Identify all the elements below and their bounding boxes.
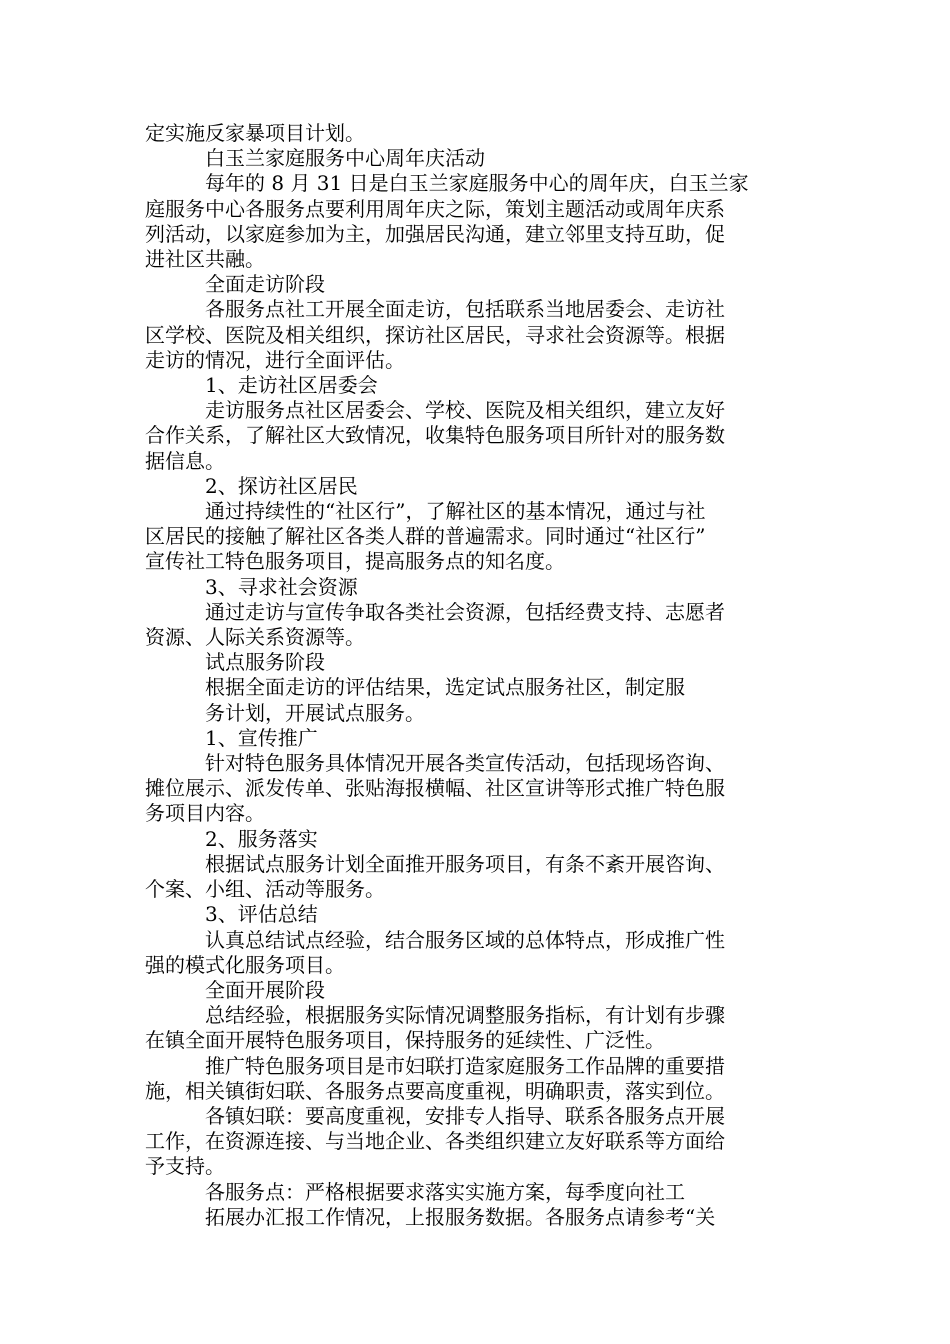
text-line: 各服务点：严格根据要求落实实施方案，每季度向社工: [205, 1179, 685, 1204]
section-heading: [145, 1205, 810, 1230]
section-heading: [145, 575, 810, 600]
section-heading: [145, 827, 810, 852]
section-heading: [145, 978, 810, 1003]
text-line: 1、走访社区居委会: [205, 373, 378, 398]
section-heading: [145, 675, 810, 700]
body-paragraph: [145, 852, 810, 902]
text-line: 摊位展示、派发传单、张贴海报横幅、社区宣讲等形式推广特色服: [145, 776, 725, 801]
section-heading: [145, 474, 810, 499]
body-paragraph: [145, 928, 810, 978]
text-line: 2、服务落实: [205, 826, 318, 851]
text-line: 3、寻求社会资源: [205, 574, 358, 599]
text-line: 据信息。: [145, 448, 225, 473]
section-heading: [145, 650, 810, 675]
section-heading: [145, 373, 810, 398]
text-line: 宣传社工特色服务项目，提高服务点的知名度。: [145, 549, 565, 574]
text-line: 全面开展阶段: [205, 977, 325, 1002]
text-line: 区学校、医院及相关组织，探访社区居民，寻求社会资源等。根据: [145, 322, 725, 347]
body-paragraph: [145, 171, 810, 272]
body-paragraph: [145, 1104, 810, 1180]
body-paragraph: [145, 499, 810, 575]
text-line: 针对特色服务具体情况开展各类宣传活动，包括现场咨询、: [205, 751, 725, 776]
body-paragraph: [145, 600, 810, 650]
body-paragraph: [145, 398, 810, 474]
text-line: 强的模式化服务项目。: [145, 952, 345, 977]
text-line: 定实施反家暴项目计划。: [145, 121, 365, 145]
text-line: 根据试点服务计划全面推开服务项目，有条不紊开展咨询、: [205, 851, 725, 876]
text-line: 认真总结试点经验，结合服务区域的总体特点，形成推广性: [205, 927, 725, 952]
text-line: 个案、小组、活动等服务。: [145, 877, 385, 902]
section-heading: [145, 1180, 810, 1205]
text-line: 予支持。: [145, 1154, 225, 1179]
section-heading: [145, 902, 810, 927]
text-line: 进社区共融。: [145, 247, 265, 272]
body-paragraph: [145, 1003, 810, 1053]
text-line: 总结经验，根据服务实际情况调整服务指标，有计划有步骤: [205, 1003, 725, 1028]
document-body: [145, 121, 810, 1230]
body-paragraph: [145, 1054, 810, 1104]
text-line: 合作关系，了解社区大致情况，收集特色服务项目所针对的服务数: [145, 423, 725, 448]
text-line: 务项目内容。: [145, 801, 265, 826]
text-line: 资源、人际关系资源等。: [145, 625, 365, 650]
text-line: 区居民的接触了解社区各类人群的普遍需求。同时通过“社区行”: [145, 524, 706, 549]
text-line: 推广特色服务项目是市妇联打造家庭服务工作品牌的重要措: [205, 1053, 725, 1078]
text-line: 通过走访与宣传争取各类社会资源，包括经费支持、志愿者: [205, 599, 725, 624]
text-line: 务计划，开展试点服务。: [205, 700, 425, 725]
text-line: 在镇全面开展特色服务项目，保持服务的延续性、广泛性。: [145, 1028, 665, 1053]
body-paragraph: [145, 297, 810, 373]
text-line: 全面走访阶段: [205, 272, 325, 297]
text-line: 施，相关镇街妇联、各服务点要高度重视，明确职责，落实到位。: [145, 1078, 725, 1103]
text-line: 各镇妇联：要高度重视，安排专人指导、联系各服务点开展: [205, 1103, 725, 1128]
text-line: 3、评估总结: [205, 902, 318, 927]
text-line: 列活动，以家庭参加为主，加强居民沟通，建立邻里支持互助，促: [145, 221, 725, 246]
text-line: 2、探访社区居民: [205, 473, 358, 498]
text-line: 白玉兰家庭服务中心周年庆活动: [205, 146, 485, 171]
text-line: 工作，在资源连接、与当地企业、各类组织建立友好联系等方面给: [145, 1129, 725, 1154]
text-line: 根据全面走访的评估结果，选定试点服务社区，制定服: [205, 675, 685, 700]
body-paragraph: [145, 751, 810, 827]
continued-text: [145, 121, 810, 146]
section-heading: [145, 272, 810, 297]
section-heading: [145, 146, 810, 171]
section-heading: [145, 701, 810, 726]
text-line: 试点服务阶段: [205, 650, 325, 675]
text-line: 各服务点社工开展全面走访，包括联系当地居委会、走访社: [205, 297, 725, 322]
text-line: 走访服务点社区居委会、学校、医院及相关组织，建立友好: [205, 398, 725, 423]
text-line: 拓展办汇报工作情况，上报服务数据。各服务点请参考“关: [205, 1204, 716, 1229]
text-line: 走访的情况，进行全面评估。: [145, 347, 405, 372]
text-line: 通过持续性的“社区行”，了解社区的基本情况，通过与社: [205, 499, 706, 524]
text-line: 庭服务中心各服务点要利用周年庆之际，策划主题活动或周年庆系: [145, 196, 725, 221]
section-heading: [145, 726, 810, 751]
text-line: 每年的 8 月 31 日是白玉兰家庭服务中心的周年庆，白玉兰家: [205, 171, 749, 196]
text-line: 1、宣传推广: [205, 725, 318, 750]
